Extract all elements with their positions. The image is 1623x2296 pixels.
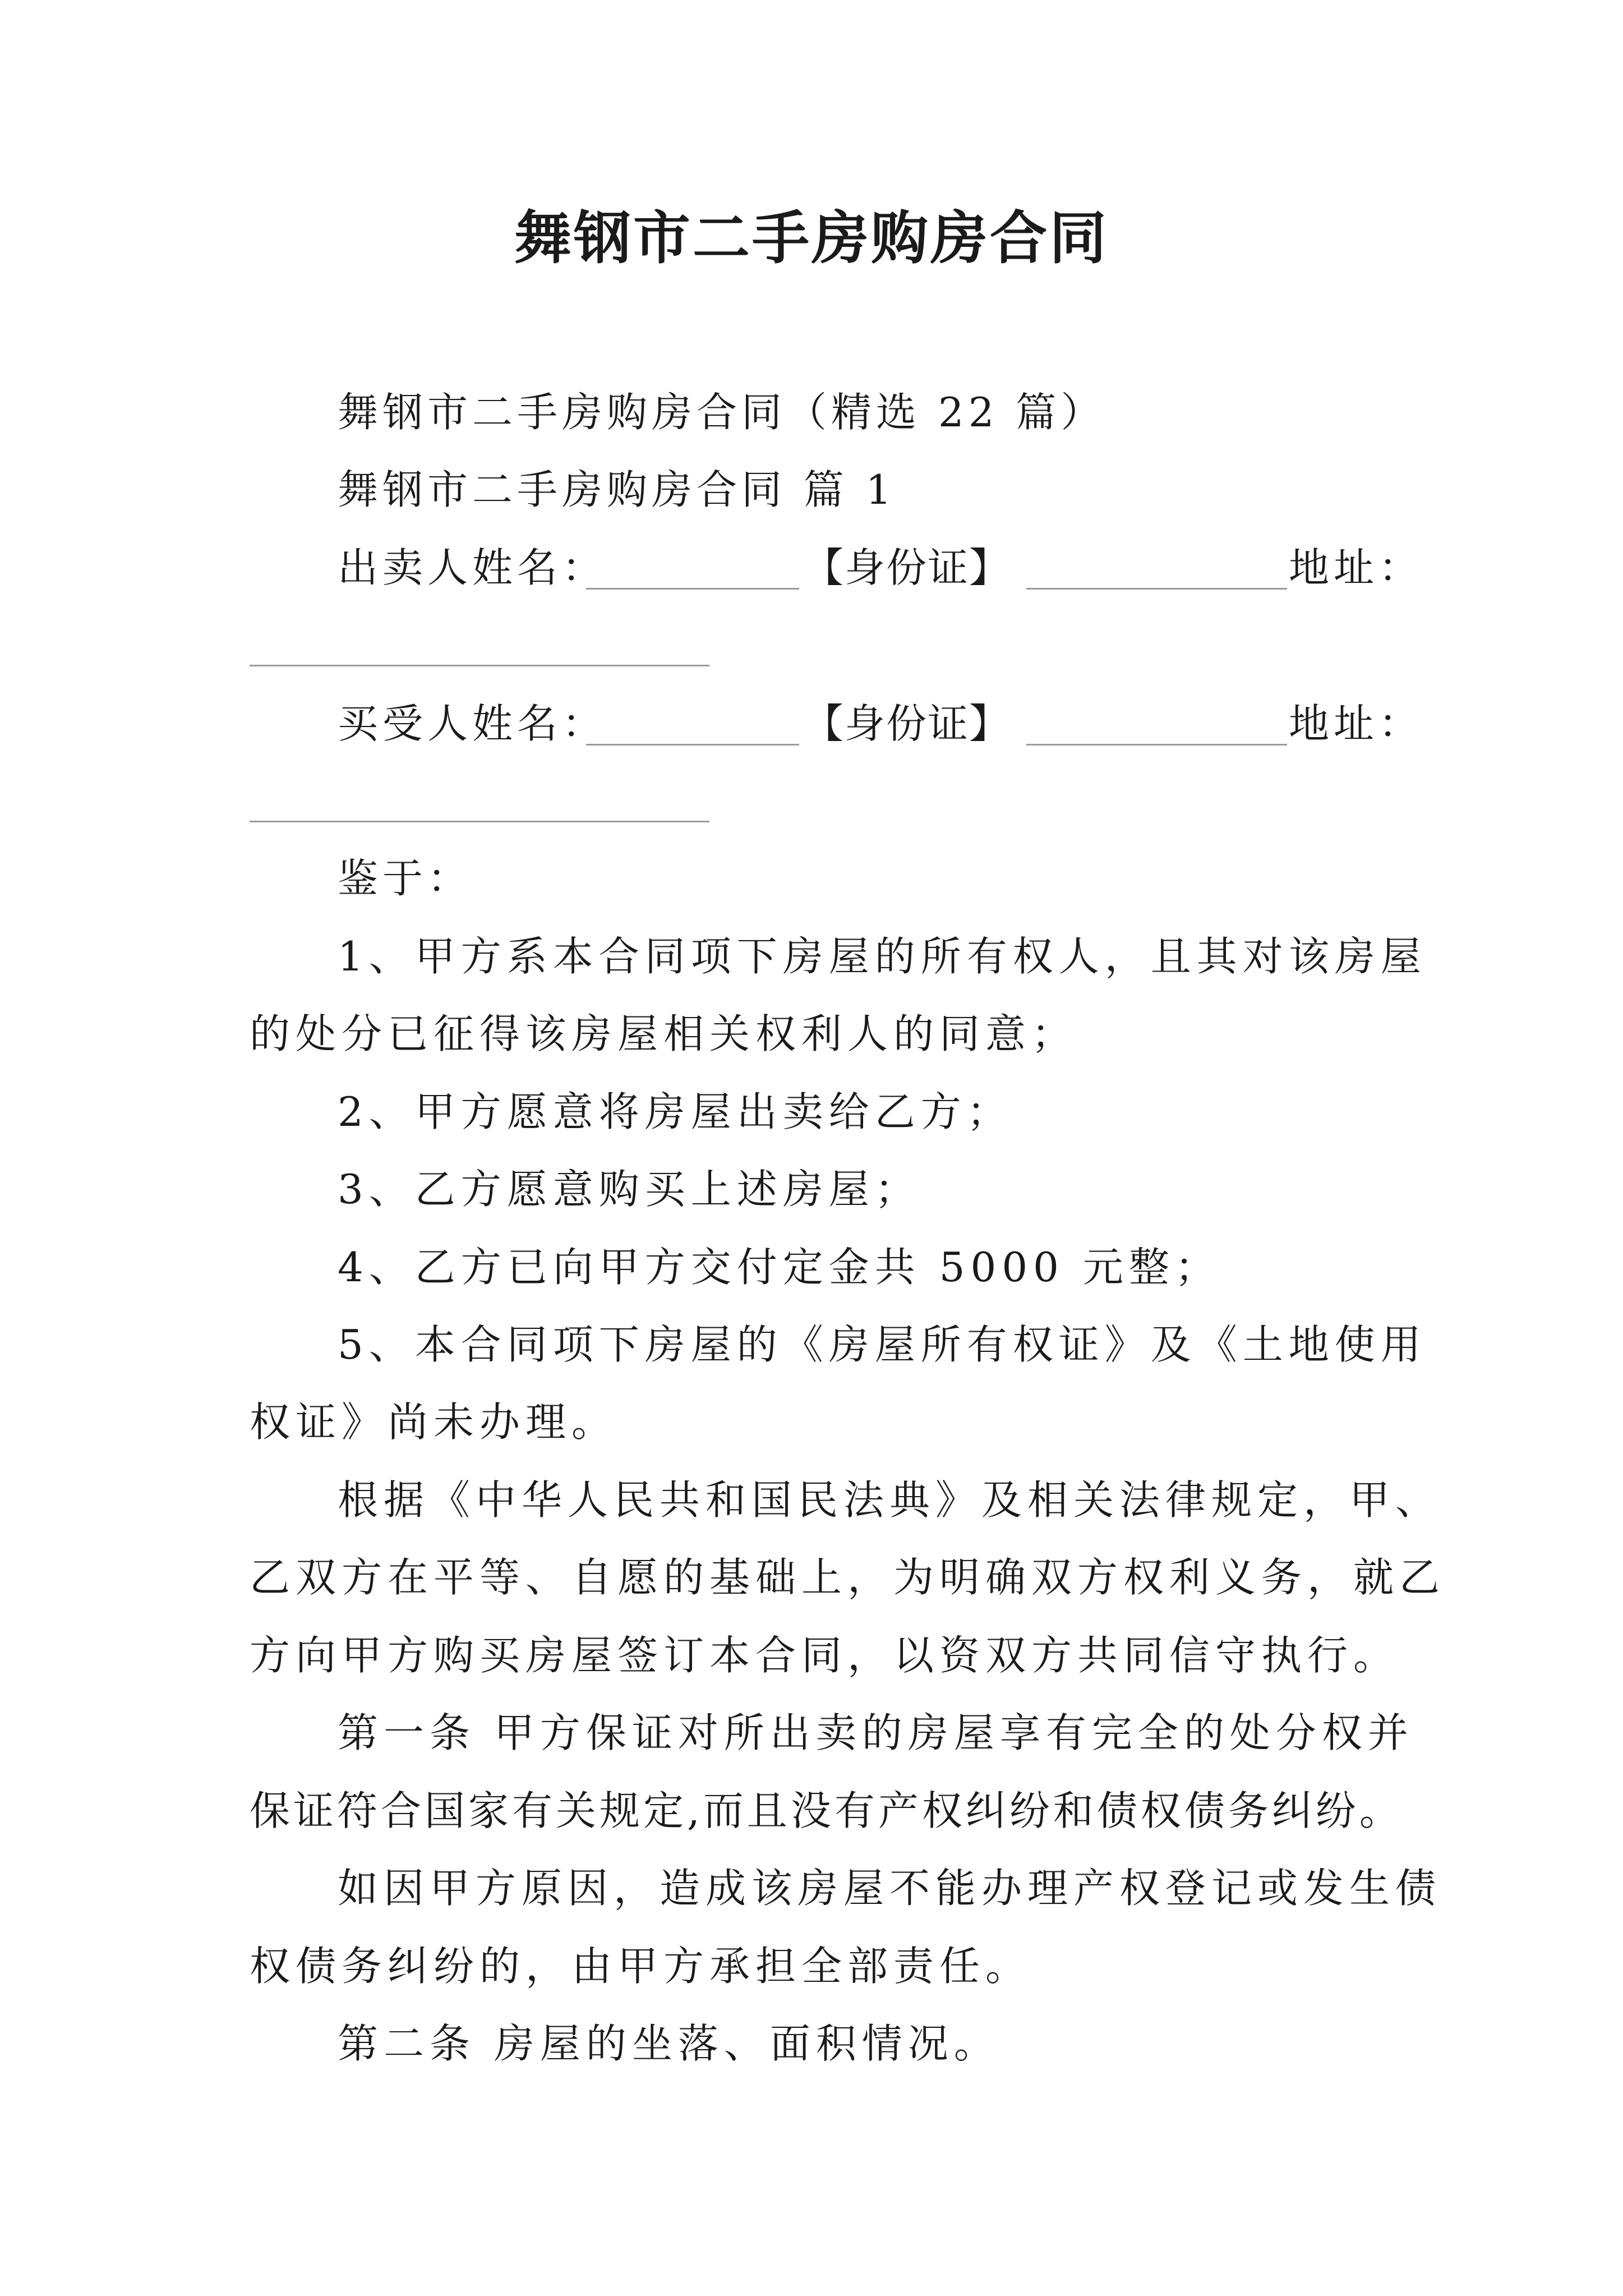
seller-name-blank: [586, 588, 799, 590]
seller-id-blank: [1026, 588, 1287, 590]
buyer-address-label: 地址：: [1289, 700, 1424, 747]
basis-line-2: 乙双方在平等、自愿的基础上，为明确双方权利义务，就乙: [250, 1554, 1446, 1601]
article-1-line-3: 如因甲方原因，造成该房屋不能办理产权登记或发生债: [338, 1865, 1442, 1912]
seller-address-label: 地址：: [1289, 544, 1424, 591]
buyer-name-label: 买受人姓名：: [338, 700, 607, 747]
buyer-id-blank: [1026, 744, 1287, 746]
basis-line-3: 方向甲方购买房屋签订本合同，以资双方共同信守执行。: [250, 1632, 1400, 1679]
item-5-line-1: 5、本合同项下房屋的《房屋所有权证》及《土地使用: [338, 1321, 1427, 1368]
buyer-address-blank: [250, 821, 709, 822]
section-heading: 舞钢市二手房购房合同 篇 1: [338, 466, 896, 513]
buyer-id-label: 【身份证】: [803, 700, 1011, 747]
basis-line-1: 根据《中华人民共和国民法典》及相关法律规定，甲、: [338, 1476, 1442, 1524]
subtitle: 舞钢市二手房购房合同（精选 22 篇）: [338, 389, 1106, 436]
article-1-line-2: 保证符合国家有关规定,而且没有产权纠纷和债权债务纠纷。: [250, 1787, 1403, 1834]
buyer-name-blank: [586, 744, 799, 746]
item-3: 3、乙方愿意购买上述房屋；: [338, 1166, 921, 1213]
article-2-heading: 第二条 房屋的坐落、面积情况。: [338, 2020, 1000, 2067]
document-title: 舞钢市二手房购房合同: [514, 205, 1109, 272]
item-4: 4、乙方已向甲方交付定金共 5000 元整；: [338, 1244, 1221, 1291]
item-1-line-2: 的处分已征得该房屋相关权利人的同意；: [250, 1010, 1078, 1057]
article-1-line-1: 第一条 甲方保证对所出卖的房屋享有完全的处分权并: [338, 1709, 1414, 1756]
seller-name-label: 出卖人姓名：: [338, 544, 607, 591]
article-1-line-4: 权债务纠纷的，由甲方承担全部责任。: [250, 1943, 1032, 1990]
item-2: 2、甲方愿意将房屋出卖给乙方；: [338, 1088, 1013, 1135]
item-5-line-2: 权证》尚未办理。: [250, 1398, 618, 1446]
whereas-heading: 鉴于：: [338, 855, 473, 902]
item-1-line-1: 1、甲方系本合同项下房屋的所有权人，且其对该房屋: [338, 933, 1427, 980]
seller-id-label: 【身份证】: [803, 544, 1011, 591]
seller-address-blank: [250, 665, 709, 666]
